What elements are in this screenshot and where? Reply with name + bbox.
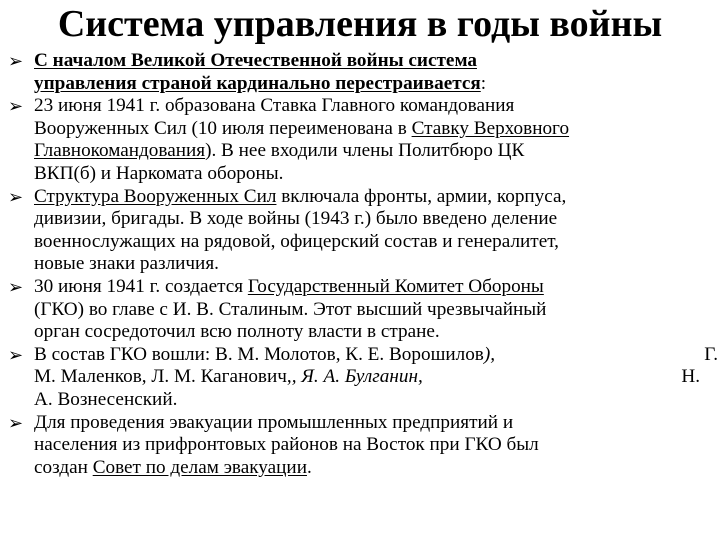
item-text: ВКП(б) и Наркомата обороны. bbox=[34, 162, 284, 184]
item-text: ), bbox=[483, 343, 496, 365]
bullet-list bbox=[8, 50, 718, 479]
item-text: Государственный Комитет Обороны bbox=[247, 275, 544, 297]
arrow-bullet-icon: ➢ bbox=[8, 96, 24, 118]
list-item bbox=[8, 186, 718, 276]
item-text: населения из прифронтовых районов на Восток при ГКО был bbox=[34, 434, 539, 456]
item-text: ). В нее входили члены Политбюро ЦК bbox=[205, 140, 525, 162]
item-text: дивизии, бригады. В ходе войны (1943 г.) было введено деление bbox=[34, 208, 558, 230]
item-text: М. Маленков, Л. М. Каганович, bbox=[34, 366, 292, 388]
arrow-bullet-icon: ➢ bbox=[8, 186, 24, 208]
item-text: Н. bbox=[681, 366, 700, 388]
arrow-bullet-icon: ➢ bbox=[8, 276, 24, 298]
item-text: 23 июня 1941 г. образована Ставка Главного командования bbox=[34, 95, 515, 117]
list-item bbox=[8, 412, 718, 480]
item-text: новые знаки различия. bbox=[34, 253, 219, 275]
item-text: А. Вознесенский. bbox=[34, 388, 178, 410]
arrow-bullet-icon: ➢ bbox=[8, 412, 24, 434]
item-text: (ГКО) во главе с И. В. Сталиным. Этот высший чрезвычайный bbox=[34, 298, 547, 320]
item-text: создан bbox=[34, 456, 93, 478]
item-text: орган сосредоточил всю полноту власти в стране. bbox=[34, 321, 440, 343]
item-text: Ставку Верховного bbox=[411, 117, 570, 139]
item-text: Главнокомандования bbox=[34, 140, 206, 162]
list-item bbox=[8, 50, 718, 95]
list-item bbox=[8, 344, 718, 412]
item-text: Структура Вооруженных Сил bbox=[34, 185, 277, 207]
list-item bbox=[8, 276, 718, 344]
item-text: , Я. А. Булганин, bbox=[291, 366, 423, 388]
list-item bbox=[8, 95, 718, 185]
item-text: . bbox=[306, 456, 312, 478]
item-text: Вооруженных Сил (10 июля переименована в bbox=[34, 117, 412, 139]
item-text: С началом Великой Отечественной войны система bbox=[34, 50, 477, 71]
item-text: Совет по делам эвакуации bbox=[92, 456, 307, 478]
page-title: Система управления в годы войны bbox=[57, 3, 663, 45]
item-text: Для проведения эвакуации промышленных предприятий и bbox=[34, 411, 514, 433]
arrow-bullet-icon: ➢ bbox=[8, 344, 24, 366]
item-text: управления страной кардинально перестраивается bbox=[34, 72, 481, 94]
item-text: Г. bbox=[704, 343, 718, 365]
item-text: военнослужащих на рядовой, офицерский состав и генералитет, bbox=[34, 230, 559, 252]
arrow-bullet-icon: ➢ bbox=[8, 51, 24, 72]
item-text: включала фронты, армии, корпуса, bbox=[276, 185, 567, 207]
item-text: : bbox=[480, 72, 487, 94]
item-text: 30 июня 1941 г. создается bbox=[34, 275, 248, 297]
item-text: В состав ГКО вошли: В. М. Молотов, К. Е. Ворошилов bbox=[34, 343, 484, 365]
